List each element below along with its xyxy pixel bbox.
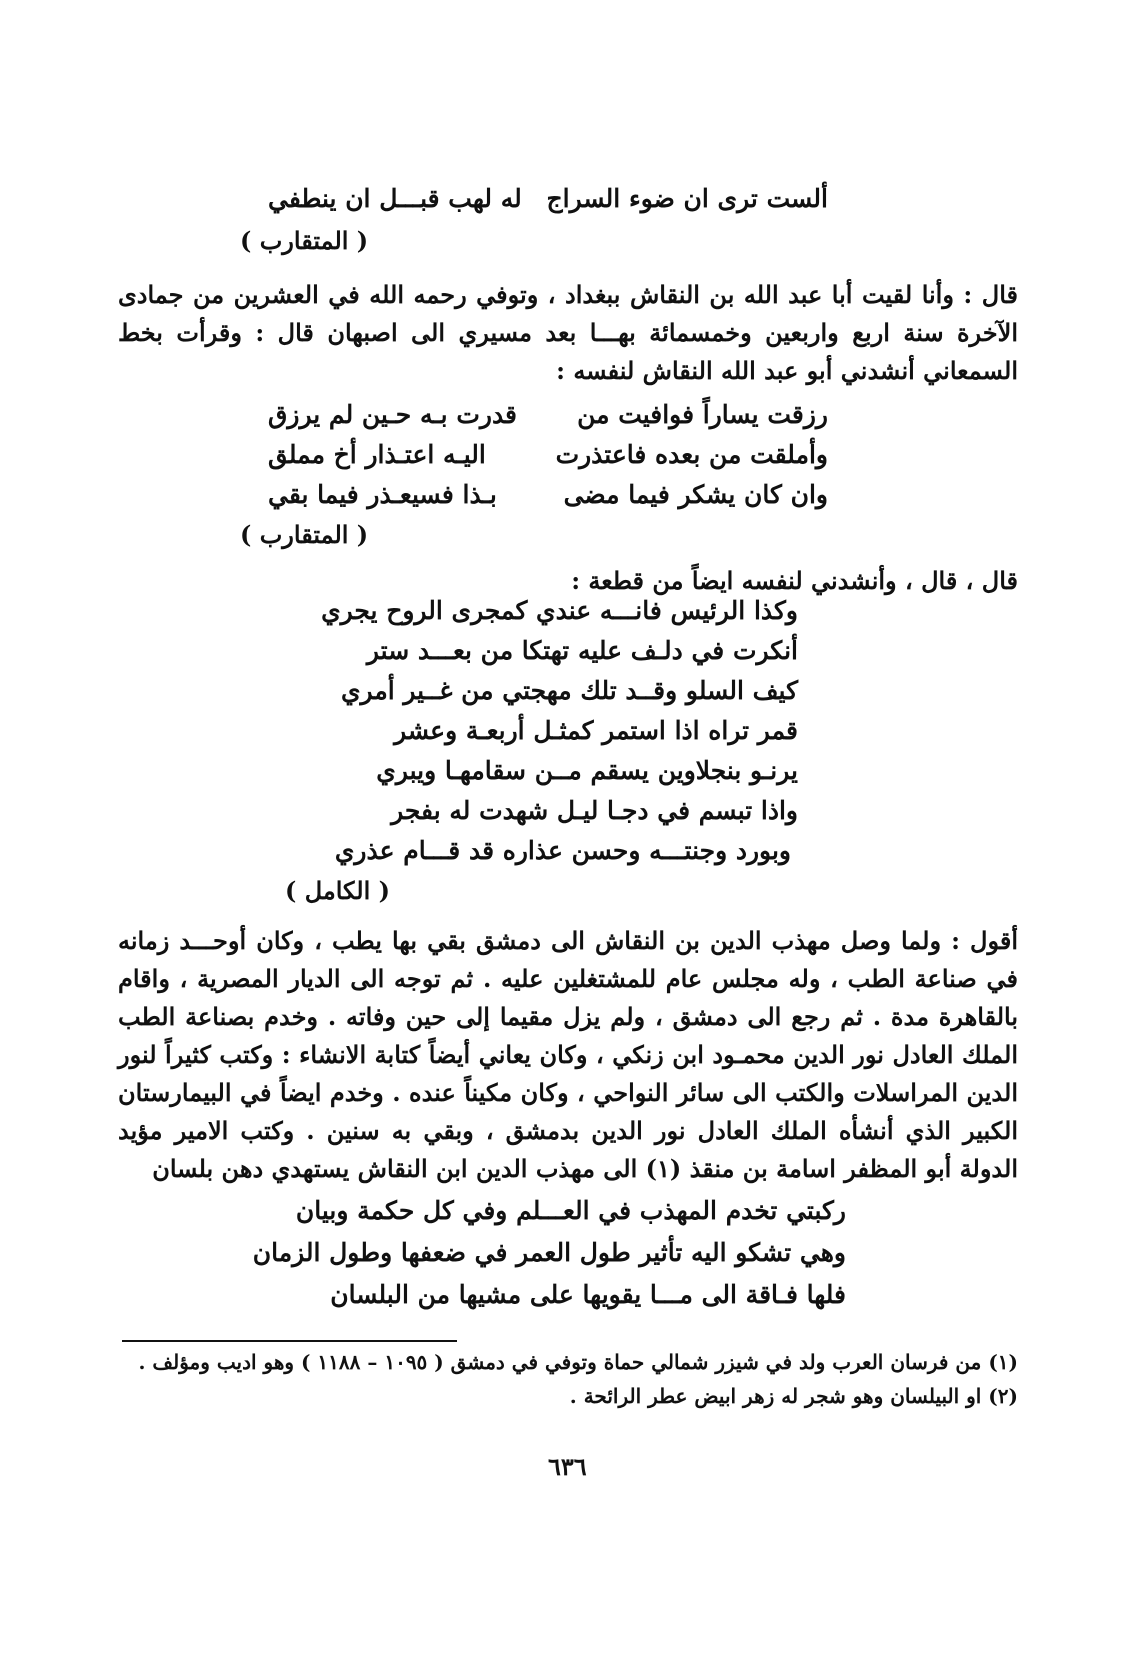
poem3-verse-4: قمر تراه اذا استمر كمثـل أربعـة وعشر: [394, 716, 798, 745]
poem3-meter: ( الكامل ): [285, 876, 390, 905]
footnote-divider: [122, 1340, 457, 1342]
paragraph-recital: قال ، قال ، وأنشدني لنفسه ايضاً من قطعة :: [571, 566, 1018, 595]
poem4-verse-3: فلها فـاقة الى مـــا يقويها على مشيها من البلسان: [330, 1280, 846, 1309]
paragraph-biography: أقول : ولما وصل مهذب الدين بن النقاش الى دمشق بقي بها يطب ، وكان أوحـــد زمانه في صناعة الطب ، وله مجلس عام للمشتغلين عليه . ثم توجه الى الديار المصرية ، واقام بالقاهرة مدة . ثم رجع الى دمشق ، ولم يزل مقيما إلى حين وفاته . وخدم بصناعة الطب الملك العادل نور الدين محمـود ابن زنكي ، وكان يعاني أيضاً كتابة الانشاء : وكتب كثيراً لنور الدين المراسلات والكتب الى سائر النواحي ، وكان مكيناً عنده . وخدم ايضاً في البيمارستان الكبير الذي أنشأه الملك العادل نور الدين بدمشق ، وبقي به سنين . وكتب الامير مؤيد الدولة أبو المظفر اسامة بن منقذ (١) الى مهذب الدين ابن النقاش يستهدي دهن بلسان: [118, 926, 1019, 1183]
poem3-verse-5: يرنـو بنجلاوين يسقم مــن سقامهـا ويبري: [376, 756, 798, 785]
hemistich-first: وأملقت من بعده فاعتذرت: [555, 440, 828, 469]
page-number: ٦٣٦: [548, 1452, 587, 1481]
poem4-verse-1: ركبتي تخدم المهذب في العـــلم وفي كل حكمة وبيان: [295, 1196, 846, 1225]
poem3-verse-6: واذا تبسم في دجـا ليـل شهدت له بفجر: [391, 796, 798, 825]
poem2-meter: ( المتقارب ): [240, 520, 369, 549]
poem3-verse-7: وبورد وجنتـــه وحسن عذاره قد قـــام عذري: [334, 836, 791, 865]
hemistich-second: بـذا فسيعـذر فيما بقي: [268, 480, 497, 509]
poem2-verse-2: [268, 440, 828, 469]
paragraph-intro: قال : وأنا لقيت أبا عبد الله بن النقاش ببغداد ، وتوفي رحمه الله في العشرين من جمادى الآخرة سنة اربع واربعين وخمسمائة بهـــا بعد مسيري الى اصبهان قال : وقرأت بخط السمعاني أنشدني أبو عبد الله النقاش لنفسه :: [118, 280, 1019, 385]
poem3-verse-1: وكذا الرئيس فانـــه عندي كمجرى الروح يجري: [321, 596, 798, 625]
poem1-meter: ( المتقارب ): [240, 226, 369, 255]
hemistich-second: اليـه اعتـذار أخ مملق: [268, 440, 486, 469]
hemistich-second: له لهب قبـــل ان ينطفي: [268, 184, 522, 213]
footnote-2: (٢) او البيلسان وهو شجر له زهر ابيض عطر الرائحة .: [569, 1384, 1018, 1408]
poem2-verse-3: [268, 480, 828, 509]
footnote-1: (١) من فرسان العرب ولد في شيزر شمالي حماة وتوفي في دمشق ( ١٠٩٥ – ١١٨٨ ) وهو اديب ومؤلف .: [138, 1350, 1018, 1374]
hemistich-first: رزقت يساراً فوافيت من: [577, 400, 828, 429]
poem1-verse: [268, 184, 828, 213]
poem3-verse-3: كيف السلو وقــد تلك مهجتي من غــير أمري: [340, 676, 798, 705]
poem2-verse-1: [268, 400, 828, 429]
hemistich-first: وان كان يشكر فيما مضى: [563, 480, 828, 509]
hemistich-first: ألست ترى ان ضوء السراج: [546, 184, 828, 213]
hemistich-second: قدرت بـه حـين لم يرزق: [268, 400, 518, 429]
poem4-verse-2: وهي تشكو اليه تأثير طول العمر في ضعفها وطول الزمان: [252, 1238, 846, 1267]
poem3-verse-2: أنكرت في دلـف عليه تهتكا من بعـــد ستر: [366, 636, 798, 665]
